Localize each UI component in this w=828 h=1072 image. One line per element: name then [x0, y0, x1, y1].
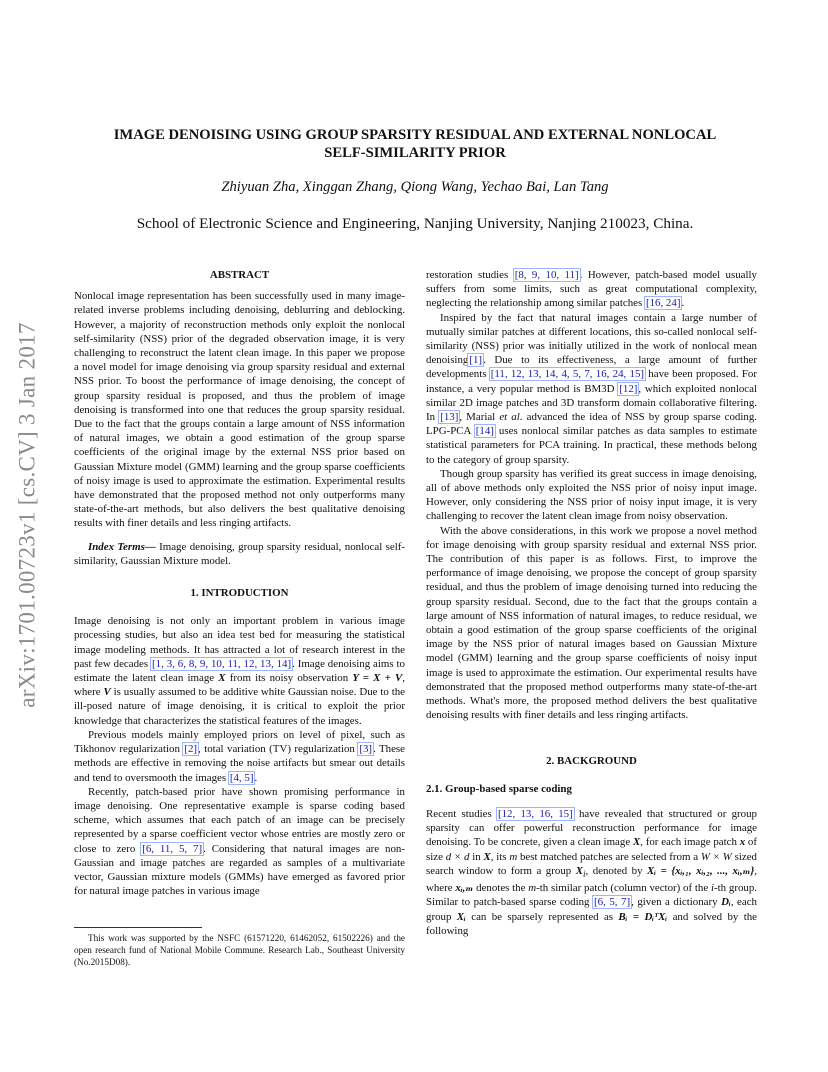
arxiv-identifier-text: arXiv:1701.00723v1 [cs.CV] 3 Jan 2017 [15, 322, 41, 708]
right-paragraph-4: With the above considerations, in this work we propose a novel method for image denoising with group sparsity residual and external NSS prior. The contribution of this paper is as follows. First, to improve the performance of image denoising, we propose the concept of group sparsity residual, and thus the problem of image denoising turned into reducing the group sparsity residual. Second, due to the fact that the groups contain a large amount of NSS information of natural images, to reduce residual, we obtain a good estimation of the group sparse coefficients of the original image by the NSS prior of natural images based on Gaussian Mixture model (GMM) learning and the group sparse coefficients of noisy input image is used to approximate the estimation. Our experimental results have demonstrated that the proposed method outperforms many state-of-the-art methods. What's more, the proposed method delivers the best qualitative denoising results with finer details and less ringing artifacts. [426, 524, 757, 722]
citation-link[interactable]: [13] [440, 411, 459, 424]
background-paragraph-1: Recent studies [12, 13, 16, 15] have revealed that structured or group sparsity can offer powerful reconstruction performance for image denoising. To be concrete, given a clean image X, for each image patch x of size d × d in X, its m best matched patches are selected from a W × W sized search window to form a group $X_i$, denoted by Xᵢ = {xᵢ,₁, xᵢ,₂, ..., xᵢ,ₘ}, where xᵢ,ₘ denotes the m-th similar patch (column vector) of the i-th group. Similar to patch-based sparse coding [6, 5, 7], given a dictionary Dᵢ, each group Xᵢ can be sparsely represented as Bᵢ = DᵢᵀXᵢ and solved by the following [426, 807, 758, 937]
citation-link[interactable]: [6, 11, 5, 7] [142, 842, 203, 855]
intro-paragraph-1: Image denoising is not only an important problem in various image processing studies, but also an idea test bed for measuring the statistical image modeling methods. It has attracted a lot of research interest in the past few decades [1, 3, 6, 8, 9, 10, 11, 12, 13, 14]. Image denoising aims to estimate the latent clean image X from its noisy observation Y = X + V, where V is usually assumed to be additive white Gaussian noise. Due to the ill-posed nature of image denoising, it is critical to exploit the prior knowledge that characterizes the statistical features of the images. [74, 615, 406, 727]
intro-heading: 1. INTRODUCTION [190, 587, 289, 600]
paper-title [70, 126, 760, 162]
abstract-heading: ABSTRACT [209, 269, 270, 281]
background-heading: 2. BACKGROUND [546, 754, 637, 767]
citation-link[interactable]: [3] [359, 743, 373, 756]
right-paragraph-2: Inspired by the fact that natural images contain a large number of mutually similar patches at different locations, this so-called nonlocal self-similarity (NSS) prior was initially utilized in the work of nonlocal mean denoising[1]. Due to its effectiveness, a large amount of further developments [11, 12, 13, 14, 4, 5, 7, 16, 24, 15] have been proposed. For instance, a very popular method is BM3D [12], which exploited nonlocal similar 2D image patches and 3D transform domain collaborative filtering. In [13], Marial et al. advanced the idea of NSS by group sparse coding. LPG-PCA [14] uses nonlocal similar patches as data samples to estimate statistical parameters for PCA training. In practical, these methods belong to the category of group sparsity. [426, 311, 758, 466]
right-paragraph-3: Though group sparsity has verified its great success in image denoising, all of above methods only exploited the NSS prior of noisy input image. However, only considering the NSS prior of noisy input image, it is very challenging to recover the latent clean image from noisy observation. [426, 467, 757, 523]
citation-link[interactable]: [16, 24] [645, 297, 681, 310]
intro-paragraph-2: Previous models mainly employed priors on level of pixel, such as Tikhonov regularization [2], total variation (TV) regularization [3]. These methods are effective in removing the noise artifacts but smear out details and tend to oversmooth the images [4, 5]. [74, 728, 405, 784]
citation-link[interactable]: [8, 9, 10, 11] [514, 269, 579, 281]
affiliation: School of Electronic Science and Engineering, Nanjing University, Nanjing 210023, China. [136, 215, 694, 232]
right-column [426, 268, 757, 938]
citation-link[interactable]: [1] [469, 354, 483, 367]
citation-link[interactable]: [14] [475, 425, 494, 438]
intro-paragraph-3: Recently, patch-based prior have shown promising performance in image denoising. One representative example is sparse coding based scheme, which assumes that each patch of an image can be precisely represented by a sparse coefficient vector whose entries are mostly zero or close to zero [6, 11, 5, 7]. Considering that natural images are non-Gaussian and image patches are regarded as samples of a multivariate vector, Gaussian mixture models (GMMs) have emerged as favored prior for natural image patches in various image [74, 785, 405, 898]
abstract-text: Nonlocal image representation has been successfully used in many image-related inverse problems including denoising, deblurring and deblocking. However, a majority of reconstruction methods only exploit the nonlocal self-similarity (NSS) prior of the degraded observation image, it is very challenging to reconstruct the latent clean image. In this paper we propose a novel model for image denoising via group sparsity residual and external NSS prior. To boost the performance of image denoising, the concept of group sparsity residual is proposed, and thus the problem of image denoising is transformed into one that reduces the group sparsity residual. Due to the fact that the groups contain a large amount of NSS information of natural images, we obtain a good estimation of the group sparse coefficients of the original image by the external NSS prior based on Gaussian Mixture model (GMM) learning and the group sparse coefficients of noisy image is used to approximate the estimation. Experimental results have demonstrated that the proposed method not only outperforms many state-of-the-art methods, but also delivers the best qualitative denoising results with finer details and less ringing artifacts. [74, 290, 405, 530]
arxiv-identifier [8, 285, 48, 745]
index-terms-label: Index Terms— [88, 540, 156, 553]
footnote-rule [74, 927, 202, 928]
citation-link[interactable]: [11, 12, 13, 14, 4, 5, 7, 16, 24, 15] [490, 368, 645, 381]
citation-link[interactable]: [12] [619, 382, 638, 395]
citation-link[interactable]: [1, 3, 6, 8, 9, 10, 11, 12, 13, 14] [152, 657, 292, 670]
footnote [74, 932, 405, 968]
title-line-1: IMAGE DENOISING USING GROUP SPARSITY RESIDUAL AND EXTERNAL NONLOCAL [113, 127, 717, 143]
title-line-2: SELF-SIMILARITY PRIOR [324, 145, 506, 161]
citation-link[interactable]: [2] [184, 743, 198, 756]
right-paragraph-1: restoration studies [8, 9, 10, 11]. However, patch-based model usually suffers from some limits, such as great computational complexity, neglecting the relationship among similar patches [16, 24]. [426, 269, 757, 310]
index-terms-text: Image denoising, group sparsity residual, nonlocal self-similarity, Gaussian Mixture model. [74, 540, 405, 567]
footnote-text: This work was supported by the NSFC (61571220, 61462052, 61502226) and the open research fund of National Mobile Commune. Research Lab., Southeast University (No.2015D08). [74, 933, 405, 967]
index-terms [74, 540, 405, 568]
author-list: Zhiyuan Zha, Xinggan Zhang, Qiong Wang, Yechao Bai, Lan Tang [221, 179, 609, 195]
subsection-heading: 2.1. Group-based sparse coding [426, 782, 572, 795]
left-column [74, 268, 405, 898]
citation-link[interactable]: [4, 5] [229, 771, 254, 784]
citation-link[interactable]: [6, 5, 7] [594, 896, 631, 909]
citation-link[interactable]: [12, 13, 16, 15] [497, 807, 573, 820]
